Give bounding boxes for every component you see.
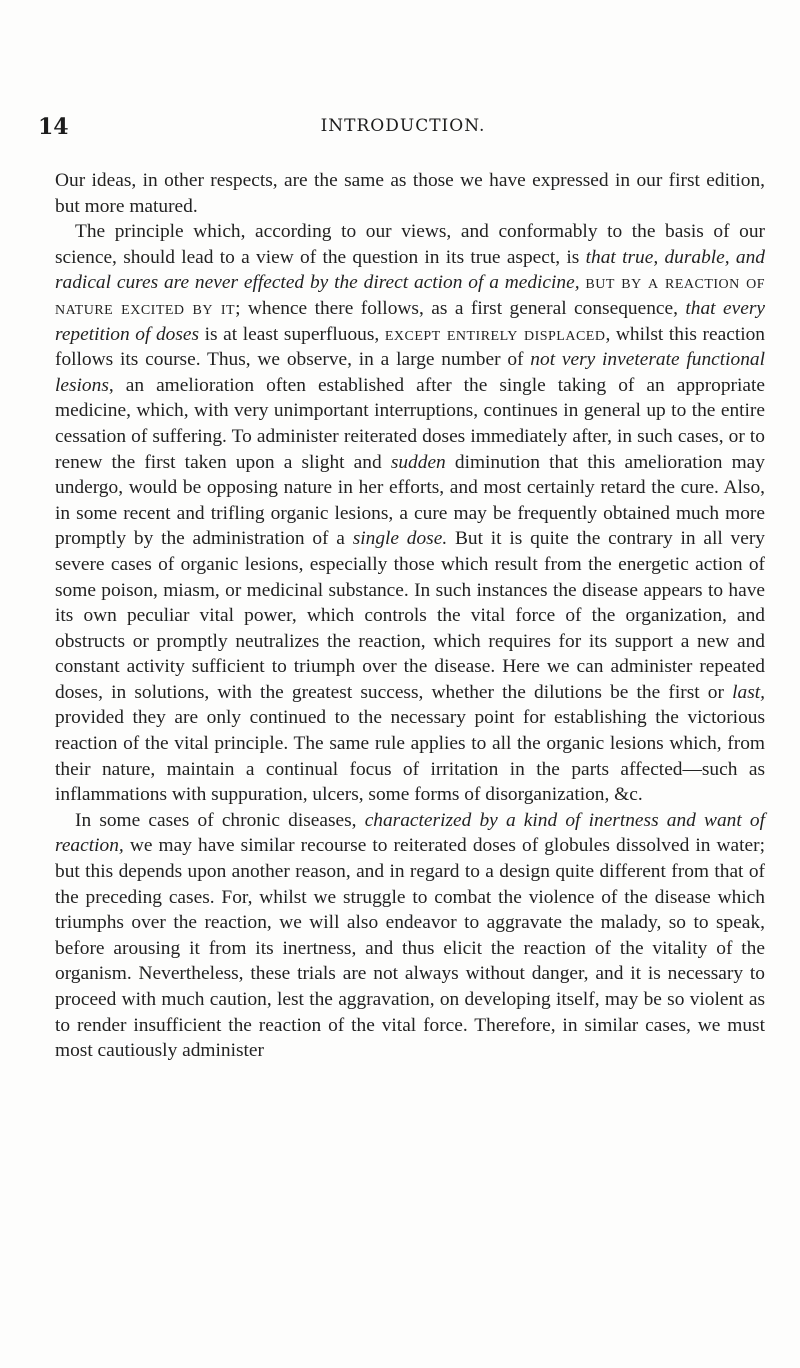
small-caps-run: but by a reaction of nature excited by it (55, 272, 766, 319)
text-run: , an amelioration often established after the single taking of an appropriate medicine, which, with very unimportant interruptions, continues in general up to the entire cessation of suffering. To administer reiterated doses immediately after, in such cases, or to renew the first taken upon a slight and (55, 374, 765, 473)
page-header (38, 114, 768, 144)
text-run: diminution that this amelioration may undergo, would be opposing nature in her efforts, and most certainly retard the cure. Also, in some recent and trifling organic lesions, a cure may be frequently obtained much more promptly by the administration of a (55, 451, 765, 550)
small-caps-run: except entirely displaced (384, 323, 606, 345)
paragraph (55, 168, 765, 219)
italic-run: not very inveterate functional lesions (55, 349, 766, 396)
text-run: ; whence there follows, as a first general consequence, (235, 297, 686, 319)
italic-run: last, (732, 681, 765, 703)
italic-run: single dose. (352, 528, 448, 550)
italic-run: that true, durable, and radical cures are never effected by the direct action of a medicine, (55, 246, 766, 294)
paragraph (55, 219, 765, 808)
italic-run: sudden (390, 451, 446, 473)
text-run: The principle which, according to our views, and conformably to the basis of our science, should lead to a view of the question in its true aspect, is (55, 221, 765, 268)
text-run: Our ideas, in other respects, are the same as those we have expressed in our first edition, but more matured. (55, 170, 765, 217)
text-run: , whilst this reaction follows its course. Thus, we observe, in a large number of (55, 323, 765, 371)
body-text (55, 168, 765, 1064)
text-run: provided they are only continued to the necessary point for establishing the victorious reaction of the vital principle. The same rule applies to all the organic lesions which, from their nature, maintain a continual focus of irritation in the parts affected—such as inflammations with suppuration, ulcers, some forms of disorganization, &c. (55, 707, 765, 806)
text-run: is at least superfluous, (199, 323, 385, 345)
italic-run: that every repetition of doses (55, 297, 765, 345)
paragraph (55, 808, 765, 1064)
text-run: we may have similar recourse to reiterated doses of globules dissolved in water; but this depends upon another reason, and in regard to a design quite different from that of the preceding cases. For, whilst we struggle to combat the violence of the disease which triumphs over the reaction, we will also endeavor to aggravate the malady, so to speak, before arousing it from its inertness, and thus elicit the reaction of the vitality of the organism. Nevertheless, these trials are not always without danger, and it is necessary to proceed with much caution, lest the aggravation, on developing itself, may be so violent as to render insufficient the reaction of the vital force. Therefore, in similar cases, we must most cautiously administer (55, 835, 765, 1062)
running-head: INTRODUCTION. (320, 116, 486, 136)
text-run: In some cases of chronic diseases, (75, 809, 365, 831)
page-number: 14 (38, 114, 69, 140)
italic-run: characterized by a kind of inertness and want of reaction, (55, 809, 766, 857)
text-run: But it is quite the contrary in all very severe cases of organic lesions, especially those which result from the energetic action of some poison, miasm, or medicinal substance. In such instances the disease appears to have its own peculiar vital power, which controls the vital force of the organization, and obstructs or promptly neutralizes the reaction, which requires for its support a new and constant activity sufficient to triumph over the disease. Here we can administer repeated doses, in solutions, with the greatest success, whether the dilutions be the first or (55, 528, 765, 703)
